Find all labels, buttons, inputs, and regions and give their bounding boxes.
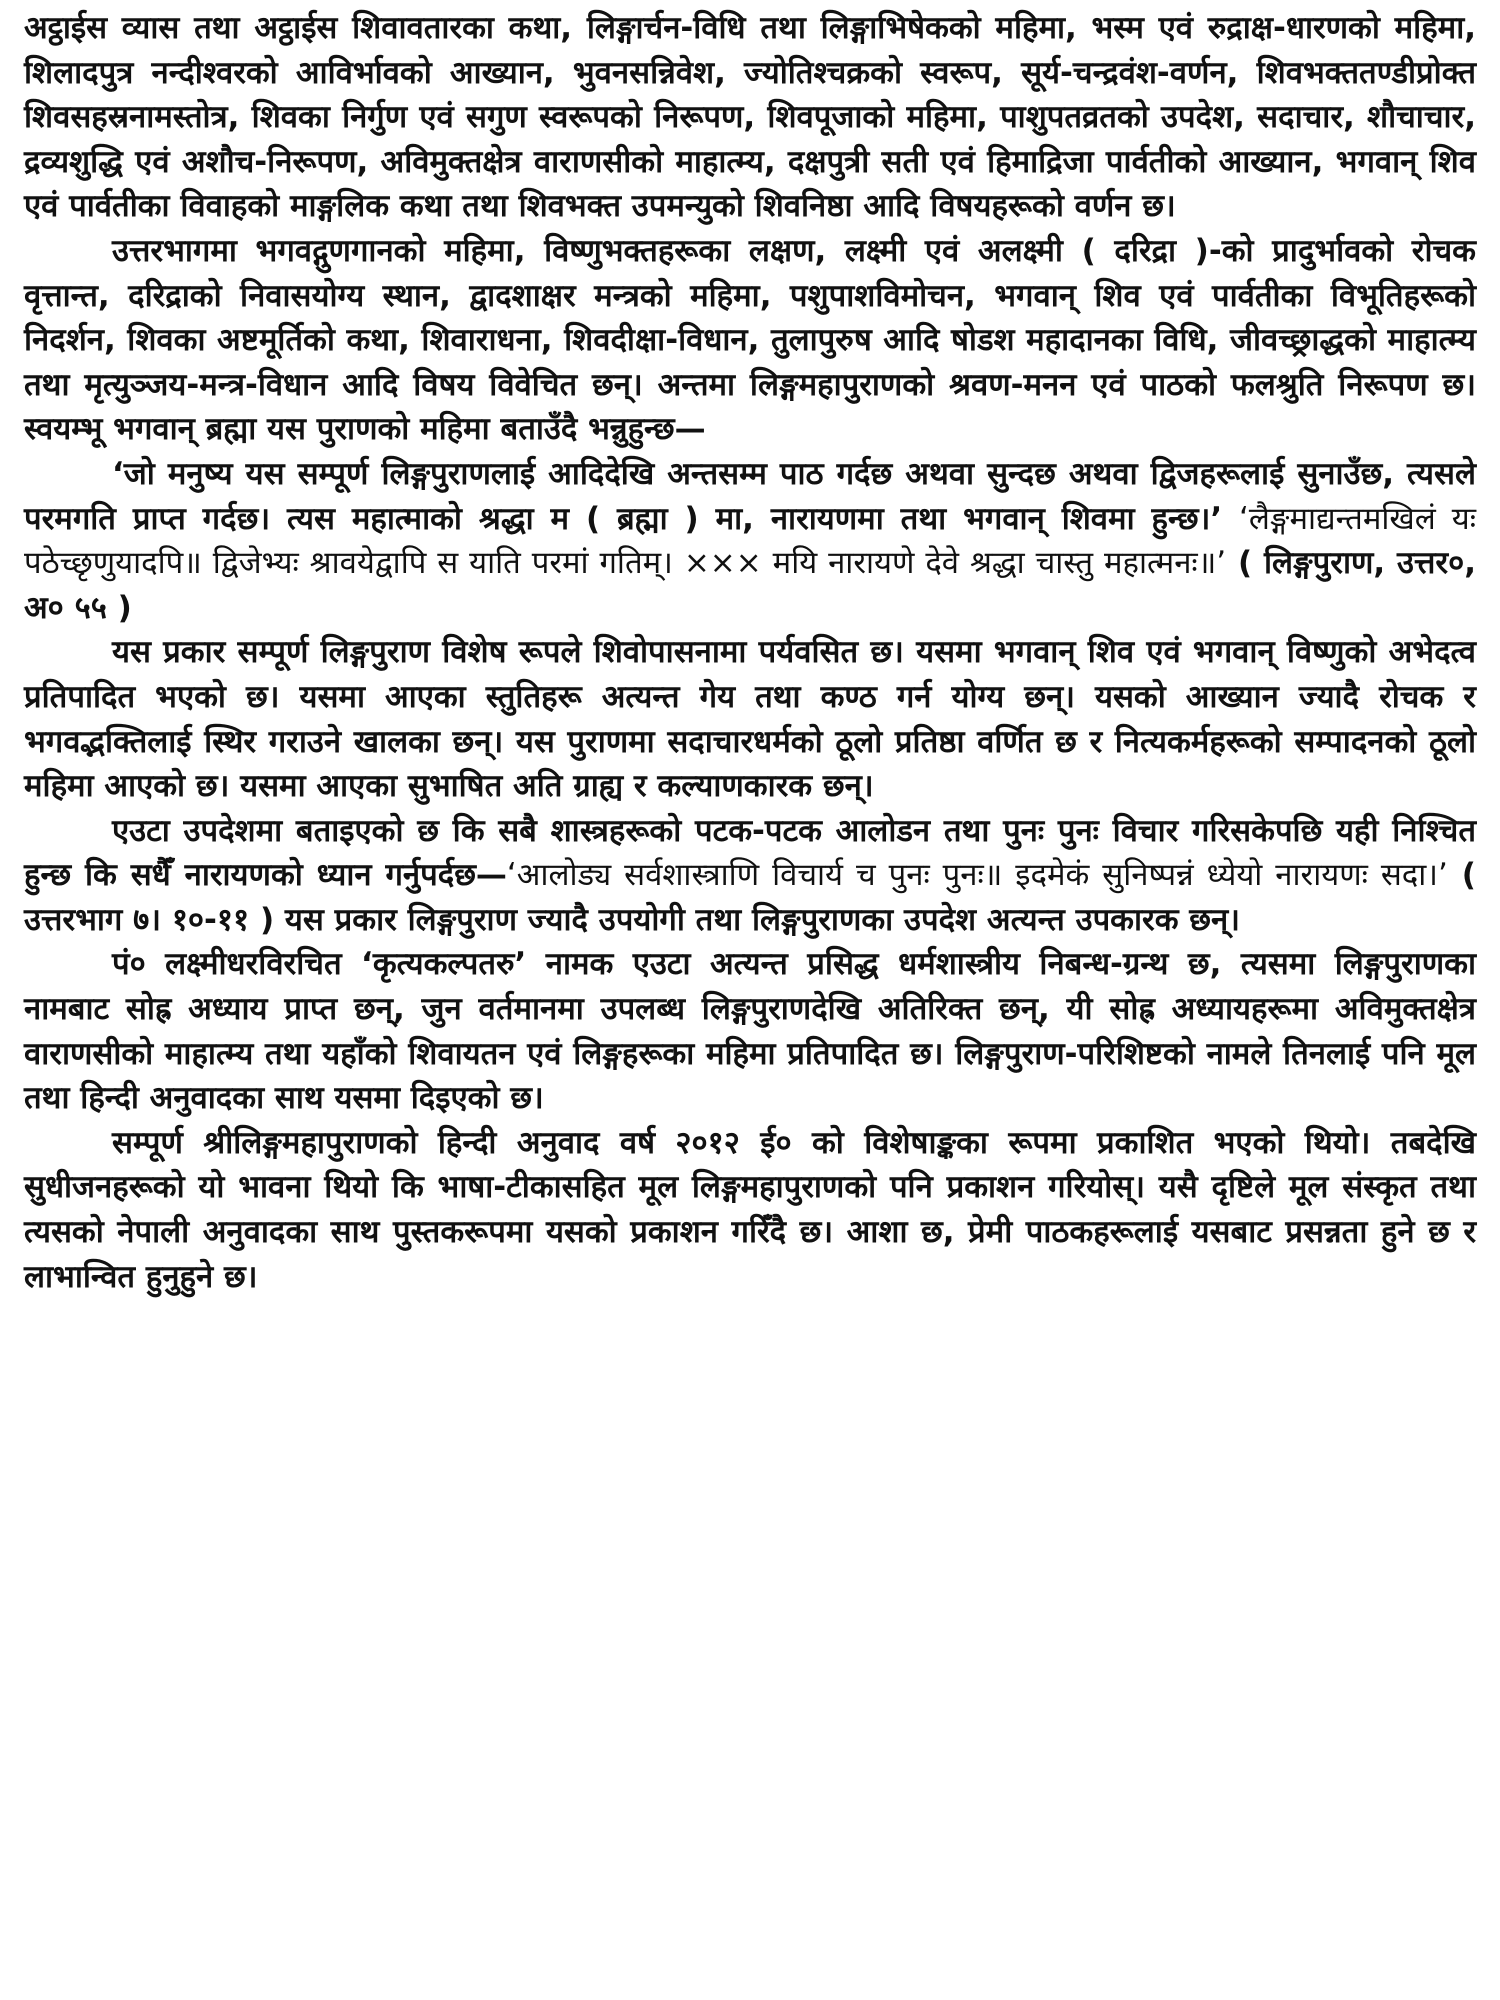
- paragraph-5-text: एउटा उपदेशमा बताइएको छ कि सबै शास्त्रहरूको पटक-पटक आलोडन तथा पुनः पुनः विचार गरिसकेपछि यही निश्चित हुन्छ कि सधैँ नारायणको ध्यान गर्नुपर्दछ—: [24, 812, 1476, 894]
- paragraph-6-text: पं० लक्ष्मीधरविरचित ‘कृत्यकल्पतरु’ नामक एउटा अत्यन्त प्रसिद्ध धर्मशास्त्रीय निबन्ध-ग्रन्थ छ, त्यसमा लिङ्गपुराणका नामबाट सोह्र अध्याय प्राप्त छन्, जुन वर्तमानमा उपलब्ध लिङ्गपुराणदेखि अतिरिक्त छन्, यी सोह्र अध्यायहरूमा अविमुक्तक्षेत्र वाराणसीको माहात्म्य तथा यहाँको शिवायतन एवं लिङ्गहरूका महिमा प्रतिपादित छ। लिङ्गपुराण-परिशिष्टको नामले तिनलाई पनि मूल तथा हिन्दी अनुवादका साथ यसमा दिइएको छ।: [24, 946, 1476, 1117]
- paragraph-7: [24, 1121, 1476, 1299]
- paragraph-2-text: उत्तरभागमा भगवद्गुणगानको महिमा, विष्णुभक्तहरूका लक्षण, लक्ष्मी एवं अलक्ष्मी ( दरिद्रा )-को प्रादुर्भावको रोचक वृत्तान्त, दरिद्राको निवासयोग्य स्थान, द्वादशाक्षर मन्त्रको महिमा, पशुपाशविमोचन, भगवान् शिव एवं पार्वतीका विभूतिहरूको निदर्शन, शिवका अष्टमूर्तिको कथा, शिवाराधना, शिवदीक्षा-विधान, तुलापुरुष आदि षोडश महादानका विधि, जीवच्छ्राद्धको माहात्म्य तथा मृत्युञ्जय-मन्त्र-विधान आदि विषय विवेचित छन्। अन्तमा लिङ्गमहापुराणको श्रवण-मनन एवं पाठको फलश्रुति निरूपण छ। स्वयम्भू भगवान् ब्रह्मा यस पुराणको महिमा बताउँदै भन्नुहुन्छ—: [24, 232, 1476, 448]
- paragraph-2: [24, 229, 1476, 452]
- paragraph-6: [24, 942, 1476, 1120]
- citation-1: ( लिङ्गपुराण, उत्तर०, अ० ५५ ): [24, 545, 1476, 626]
- paragraph-1-text: अट्ठाईस व्यास तथा अट्ठाईस शिवावतारका कथा, लिङ्गार्चन-विधि तथा लिङ्गाभिषेकको महिमा, भस्म एवं रुद्राक्ष-धारणको महिमा, शिलादपुत्र नन्दीश्वरको आविर्भावको आख्यान, भुवनसन्निवेश, ज्योतिश्चक्रको स्वरूप, सूर्य-चन्द्रवंश-वर्णन, शिवभक्ततण्डीप्रोक्त शिवसहस्रनामस्तोत्र, शिवका निर्गुण एवं सगुण स्वरूपको निरूपण, शिवपूजाको महिमा, पाशुपतव्रतको उपदेश, सदाचार, शौचाचार, द्रव्यशुद्धि एवं अशौच-निरूपण, अविमुक्तक्षेत्र वाराणसीको माहात्म्य, दक्षपुत्री सती एवं हिमाद्रिजा पार्वतीको आख्यान, भगवान् शिव एवं पार्वतीका विवाहको माङ्गलिक कथा तथा शिवभक्त उपमन्युको शिवनिष्ठा आदि विषयहरूको वर्णन छ।: [24, 10, 1476, 225]
- paragraph-4: [24, 630, 1476, 808]
- paragraph-4-text: यस प्रकार सम्पूर्ण लिङ्गपुराण विशेष रूपले शिवोपासनामा पर्यवसित छ। यसमा भगवान् शिव एवं भगवान् विष्णुको अभेदत्व प्रतिपादित भएको छ। यसमा आएका स्तुतिहरू अत्यन्त गेय तथा कण्ठ गर्न योग्य छन्। यसको आख्यान ज्यादै रोचक र भगवद्भक्तिलाई स्थिर गराउने खालका छन्। यस पुराणमा सदाचारधर्मको ठूलो प्रतिष्ठा वर्णित छ र नित्यकर्महरूको सम्पादनको ठूलो महिमा आएको छ। यसमा आएका सुभाषित अति ग्राह्य र कल्याणकारक छन्।: [24, 634, 1476, 805]
- citation-2: ( उत्तरभाग ७। १०-११ ) यस प्रकार लिङ्गपुराण ज्यादै उपयोगी तथा लिङ्गपुराणका उपदेश अत्यन्त उपकारक छन्।: [24, 857, 1476, 938]
- paragraph-3: [24, 452, 1476, 630]
- paragraph-5: [24, 809, 1476, 943]
- paragraph-3-text: ‘जो मनुष्य यस सम्पूर्ण लिङ्गपुराणलाई आदिदेखि अन्तसम्म पाठ गर्दछ अथवा सुन्दछ अथवा द्विजहरूलाई सुनाउँछ, त्यसले परमगति प्राप्त गर्दछ। त्यस महात्माको श्रद्धा म ( ब्रह्मा ) मा, नारायणमा तथा भगवान् शिवमा हुन्छ।’: [24, 455, 1476, 537]
- sanskrit-quote-2: ‘आलोड्य सर्वशास्त्राणि विचार्य च पुनः पुनः॥ इदमेकं सुनिष्पन्नं ध्येयो नारायणः सदा।’: [506, 857, 1448, 894]
- paragraph-7-text: सम्पूर्ण श्रीलिङ्गमहापुराणको हिन्दी अनुवाद वर्ष २०१२ ई० को विशेषाङ्कका रूपमा प्रकाशित भएको थियो। तबदेखि सुधीजनहरूको यो भावना थियो कि भाषा-टीकासहित मूल लिङ्गमहापुराणको पनि प्रकाशन गरियोस्। यसै दृष्टिले मूल संस्कृत तथा त्यसको नेपाली अनुवादका साथ पुस्तकरूपमा यसको प्रकाशन गरिँदै छ। आशा छ, प्रेमी पाठकहरूलाई यसबाट प्रसन्नता हुने छ र लाभान्वित हुनुहुने छ।: [24, 1124, 1476, 1295]
- paragraph-1: [24, 6, 1476, 229]
- sanskrit-quote-1: ‘लैङ्गमाद्यन्तमखिलं यः पठेच्छृणुयादपि॥ द्विजेभ्यः श्रावयेद्वापि स याति परमां गतिम्। ××× मयि नारायणे देवे श्रद्धा चास्तु महात्मनः॥’: [24, 500, 1476, 582]
